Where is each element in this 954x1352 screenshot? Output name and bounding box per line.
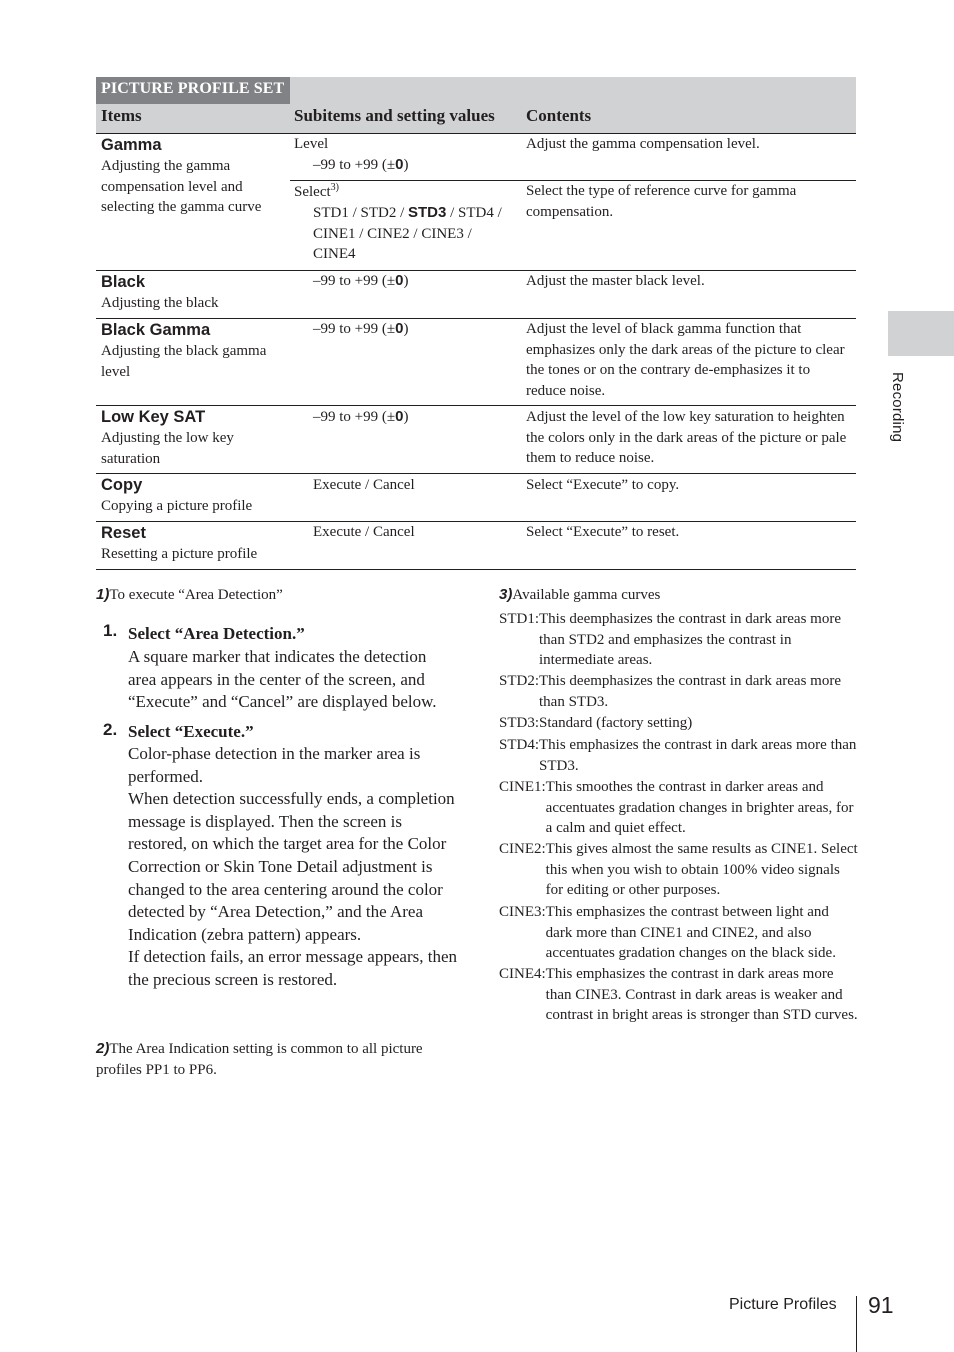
- footnote-1-mark: 1): [96, 586, 110, 603]
- item-name-reset: Reset: [101, 524, 146, 542]
- item-name-gamma: Gamma: [101, 136, 162, 154]
- curve-label: STD4:: [499, 737, 540, 753]
- reset-contents: Select “Execute” to reset.: [526, 524, 680, 540]
- gamma-select-contents: Select the type of reference curve for gamma compensation.: [526, 183, 797, 220]
- row-divider: [96, 405, 856, 406]
- curve-cine2: [499, 839, 859, 901]
- curve-std1: [499, 609, 859, 671]
- black-gamma-range: –99 to +99 (±0): [313, 320, 409, 337]
- step-2-paragraph: Color-phase detection in the marker area is performed.: [128, 744, 421, 786]
- copy-values: Execute / Cancel: [313, 477, 415, 493]
- item-name-low-key-sat: Low Key SAT: [101, 408, 206, 426]
- gamma-level-range: –99 to +99 (±0): [313, 156, 409, 173]
- gamma-level-contents: Adjust the gamma compensation level.: [526, 136, 760, 152]
- footnote-3-mark: 3): [499, 586, 513, 603]
- step-2-body: [128, 743, 458, 992]
- item-desc-black: Adjusting the black: [101, 295, 219, 311]
- curve-label: CINE3:: [499, 904, 546, 920]
- footnote-2: [96, 1038, 456, 1081]
- footnote-2-text: The Area Indication setting is common to all picture profiles PP1 to PP6.: [96, 1041, 423, 1078]
- item-desc-reset: Resetting a picture profile: [101, 546, 258, 562]
- section-tab: [888, 311, 954, 356]
- footnote-3-title: Available gamma curves: [512, 587, 661, 603]
- curve-cine3: [499, 902, 859, 964]
- curve-label: CINE2:: [499, 841, 546, 857]
- curve-label: STD3:: [499, 715, 540, 731]
- item-name-black-gamma: Black Gamma: [101, 321, 211, 339]
- curve-text: This emphasizes the contrast in dark areas more than CINE3. Contrast in dark areas is weaker and contrast in bright areas is stronger than STD curves.: [545, 966, 858, 1024]
- gamma-level-label: Level: [294, 136, 329, 152]
- step-1-paragraph: A square marker that indicates the detection area appears in the center of the screen, and “Execute” and “Cancel” are displayed below.: [128, 647, 437, 712]
- curve-std2: [499, 671, 859, 712]
- gamma-select-label: Select$^{3)}$: [294, 182, 339, 200]
- item-name-copy: Copy: [101, 476, 143, 494]
- item-desc-low-key-sat: Adjusting the low key saturation: [101, 430, 234, 467]
- footer-section-title: Picture Profiles: [729, 1296, 837, 1313]
- curve-text: This gives almost the same results as CINE1. Select this when you wish to obtain 100% video signals for editing or other purposes.: [545, 841, 858, 899]
- curve-std4: [499, 735, 859, 776]
- page-number: 91: [868, 1292, 894, 1318]
- header-items: Items: [101, 106, 142, 125]
- footnote-1-heading: [96, 586, 283, 604]
- curve-text: This smoothes the contrast in darker areas and accentuates gradation changes in brighter areas, for a calm and quiet effect.: [545, 779, 854, 837]
- gamma-select-values: STD1 / STD2 / STD3 / STD4 / CINE1 / CINE2 / CINE3 / CINE4: [313, 204, 502, 262]
- footnote-1-text: To execute “Area Detection”: [109, 587, 283, 603]
- step-1-body: [128, 646, 458, 714]
- table-bottom-rule: [96, 569, 856, 570]
- curve-label: CINE1:: [499, 779, 546, 795]
- low-key-range: –99 to +99 (±0): [313, 408, 409, 425]
- curve-cine4: [499, 964, 859, 1026]
- item-name-black: Black: [101, 273, 146, 291]
- curve-text: This deemphasizes the contrast in dark areas more than STD2 and emphasizes the contrast in intermediate areas.: [539, 611, 841, 669]
- footer-divider: [856, 1296, 857, 1352]
- header-contents: Contents: [526, 106, 592, 125]
- curve-text: This deemphasizes the contrast in dark areas more than STD3.: [539, 673, 841, 710]
- table-title: PICTURE PROFILE SET: [96, 77, 290, 104]
- step-2-paragraph: If detection fails, an error message appears, then the precious screen is restored.: [128, 947, 457, 989]
- black-contents: Adjust the master black level.: [526, 273, 705, 289]
- item-desc-gamma: Adjusting the gamma compensation level and selecting the gamma curve: [101, 158, 262, 215]
- row-divider: [96, 473, 856, 474]
- item-desc-black-gamma: Adjusting the black gamma level: [101, 343, 267, 380]
- low-key-contents: Adjust the level of the low key saturation to heighten the colors only in the dark areas of the picture or pale them to reduce noise.: [526, 409, 847, 466]
- curve-std3: [499, 713, 859, 734]
- curve-label: STD1:: [499, 611, 540, 627]
- black-range: –99 to +99 (±0): [313, 272, 409, 289]
- footnote-3-heading: [499, 586, 660, 604]
- reset-values: Execute / Cancel: [313, 524, 415, 540]
- step-2-title: Select “Execute.”: [128, 722, 254, 741]
- curve-label: STD2:: [499, 673, 540, 689]
- step-2-paragraph: When detection successfully ends, a completion message is displayed. Then the screen is restored, on which the target area for the Color Correction or Skin Tone Detail adjustment is changed to the area centering around the color detected by “Area Detection,” and the Area Indication (zebra pattern) appears.: [128, 789, 455, 944]
- step-1-number: 1.: [103, 621, 118, 640]
- section-tab-label: Recording: [889, 372, 906, 443]
- copy-contents: Select “Execute” to copy.: [526, 477, 680, 493]
- curve-label: CINE4:: [499, 966, 546, 982]
- footnote-2-mark: 2): [96, 1040, 110, 1057]
- curve-text: Standard (factory setting): [539, 715, 693, 731]
- curve-text: This emphasizes the contrast between light and dark more than CINE1 and CINE2, and also accentuates gradation changes on the black side.: [545, 904, 836, 962]
- item-desc-copy: Copying a picture profile: [101, 498, 253, 514]
- header-subitems: Subitems and setting values: [294, 106, 495, 125]
- step-2-number: 2.: [103, 720, 118, 739]
- step-1-title: Select “Area Detection.”: [128, 624, 305, 643]
- curve-text: This emphasizes the contrast in dark areas more than STD3.: [539, 737, 857, 774]
- curve-cine1: [499, 777, 859, 839]
- black-gamma-contents: Adjust the level of black gamma function that emphasizes only the dark areas of the picture to clear the tones or on the contrary de-emphasizes it to reduce noise.: [526, 321, 845, 399]
